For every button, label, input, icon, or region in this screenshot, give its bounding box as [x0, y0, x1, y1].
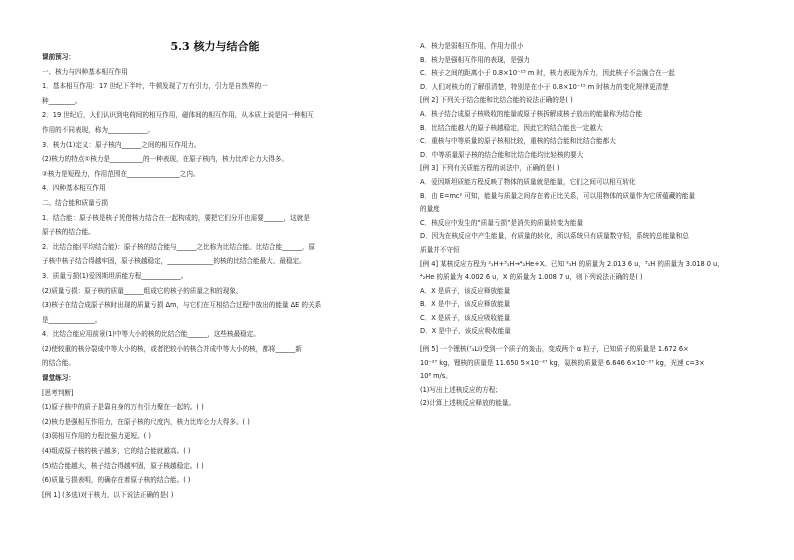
left-line: (2)质量亏损：原子核的质量______组成它的核子的质量之和的现象。 [42, 286, 243, 295]
section-heading-practice: 课堂练习： [42, 374, 75, 383]
left-line: 2．19 世纪后，人们认识到电荷间的相互作用，磁体间的相互作用，从本质上说是同一种相互 [42, 111, 314, 120]
left-line: 一、核力与四种基本相互作用 [42, 67, 128, 76]
right-line: 质量并不守恒 [420, 245, 460, 254]
page-title: 5.3 核力与结合能 [170, 40, 260, 53]
right-line: D．X 是中子，该反应吸收能量 [420, 327, 511, 336]
left-line: (3)弱相互作用的力程比强力更短。( ) [42, 432, 151, 441]
right-line: A．核力是弱相互作用，作用力很小 [420, 42, 524, 50]
right-line: [例 3] 下列有关质能方程的说法中，正确的是( ) [420, 164, 560, 173]
left-line: (2)使较重的核分裂成中等大小的核，或者把较小的核合并成中等大小的核，都将______新 [42, 344, 302, 353]
left-line: 作用的不同表现，称为____________。 [42, 125, 155, 134]
left-line: (5)结合能越大，核子结合得越牢固，原子核越稳定。( ) [42, 461, 204, 470]
section-heading-preview: 课前预习： [42, 53, 75, 61]
left-line: 3．质量亏损(1)爱因斯坦质能方程____________。 [42, 271, 188, 280]
left-line: 的结合能。 [42, 359, 75, 368]
right-line: A．X 是质子，该反应释放能量 [420, 286, 511, 295]
right-line: C．核子之间的距离小于 0.8×10⁻¹⁵ m 时，核力表现为斥力，因此核子不会融合在一起 [420, 69, 675, 78]
left-line: (1)原子核中的质子是靠自身的万有引力聚在一起的。( ) [42, 403, 204, 412]
right-line: (1)写出上述核反应的方程； [420, 385, 502, 394]
left-line: 是______________。 [42, 315, 102, 324]
left-line: 4．四种基本相互作用 [42, 184, 106, 193]
right-line: B．比结合能越大的原子核越稳定，因此它的结合能也一定越大 [420, 123, 603, 132]
left-line: (4)组成原子核的核子越多，它的结合能就越高。( ) [42, 447, 191, 456]
right-column [420, 40, 766, 411]
left-line: 2．比结合能(平均结合能)：原子核的结合能与______之比称为比结合能。比结合能______，原 [42, 242, 316, 251]
left-line: (3)核子在结合成原子核时出现的质量亏损 Δm，与它们在互相结合过程中放出的能量 ΔE 的关系 [42, 301, 322, 310]
left-line: 二、结合能和质量亏损 [42, 198, 108, 207]
right-line: C．X 是质子，该反应吸收能量 [420, 313, 511, 322]
right-line: A．核子结合成原子核吸收的能量或原子核拆解成核子放出的能量称为结合能 [420, 109, 643, 118]
right-line: D．人们对核力的了解很清楚，特别是在小于 0.8×10⁻¹⁵ m 时核力的变化规律更清楚 [420, 82, 669, 91]
left-line: (2)核力是强相互作用力，在原子核的尺度内，核力比库仑力大得多。( ) [42, 417, 250, 426]
left-line: [例 1] (多选)对于核力，以下说法正确的是( ) [42, 490, 174, 499]
right-line: A．爱因斯坦质能方程反映了物体的质量就是能量，它们之间可以相互转化 [420, 177, 636, 186]
right-line: D．中等质量原子核的结合能和比结合能均比轻核的要大 [420, 150, 584, 159]
right-line: [例 5] 一个锂核(⁷₃Li)受到一个质子的轰击，变成两个 α 粒子，已知质子的质量是 1.672 6× [420, 345, 689, 354]
right-line: 的量度 [420, 205, 440, 214]
left-line: 1．基本相互作用：17 世纪下半叶，牛顿发现了万有引力，引力是自然界的一 [42, 82, 268, 91]
right-line: D．因为在核反应中产生能量，有质量的转化，所以系统只有质量数守恒，系统的总能量和总 [420, 232, 689, 241]
right-line: C．核反应中发生的“质量亏损”是消失的质量转变为能量 [420, 218, 584, 227]
right-line: B．由 E=mc² 可知，能量与质量之间存在着正比关系，可以用物体的质量作为它所蕴藏的能量 [420, 191, 696, 200]
left-line: [思考判断] [42, 388, 74, 397]
left-line: 3．核力(1)定义：原子核内______之间的相互作用力。 [42, 140, 201, 149]
right-line: ⁴₂He 的质量为 4.002 6 u，X 的质量为 1.008 7 u，则下列说法正确的是( ) [420, 273, 643, 282]
right-line: C．重核与中等质量的原子核相比较，重核的结合能和比结合能都大 [420, 137, 616, 146]
right-line: B．X 是中子，该反应释放能量 [420, 300, 511, 309]
left-line: 子核中核子结合得越牢固，原子核越稳定，______________的核的比结合能最大、最稳定。 [42, 257, 306, 266]
right-line: 10⁸ m/s。 [420, 372, 452, 381]
right-line: B．核力是强相互作用的表现，是强力 [420, 55, 531, 64]
right-line: [例 4] 某核反应方程为 ²₁H+³₁H→⁴₂He+X。已知 ²₁H 的质量为 2.013 6 u，³₁H 的质量为 3.018 0 u， [420, 259, 724, 268]
left-line: 原子核的结合能。 [42, 228, 95, 237]
right-line: 10⁻²⁷ kg，锂核的质量是 11.650 5×10⁻²⁷ kg，氦核的质量是 6.646 6×10⁻²⁷ kg，光速 c=3× [420, 358, 705, 367]
left-line: (2)核力的特点①核力是__________的一种表现，在原子核内，核力比库仑力大得多。 [42, 155, 289, 164]
right-line: [例 2] 下列关于结合能和比结合能的说法正确的是( ) [420, 96, 573, 105]
left-line: 1．结合能：原子核是核子凭借核力结合在一起构成的，要把它们分开也需要______，这就是 [42, 213, 310, 222]
left-column [42, 50, 388, 502]
left-line: (6)质量亏损表明，的确存在着原子核的结合能。( ) [42, 476, 191, 485]
left-line: 种________。 [42, 96, 82, 105]
left-line: 4．比结合能应用前景(1)中等大小的核的比结合能______，这些核最稳定。 [42, 330, 260, 339]
left-line: ②核力是短程力，作用范围在________________之内。 [42, 169, 200, 178]
right-line: (2)计算上述核反应释放的能量。 [420, 399, 516, 408]
